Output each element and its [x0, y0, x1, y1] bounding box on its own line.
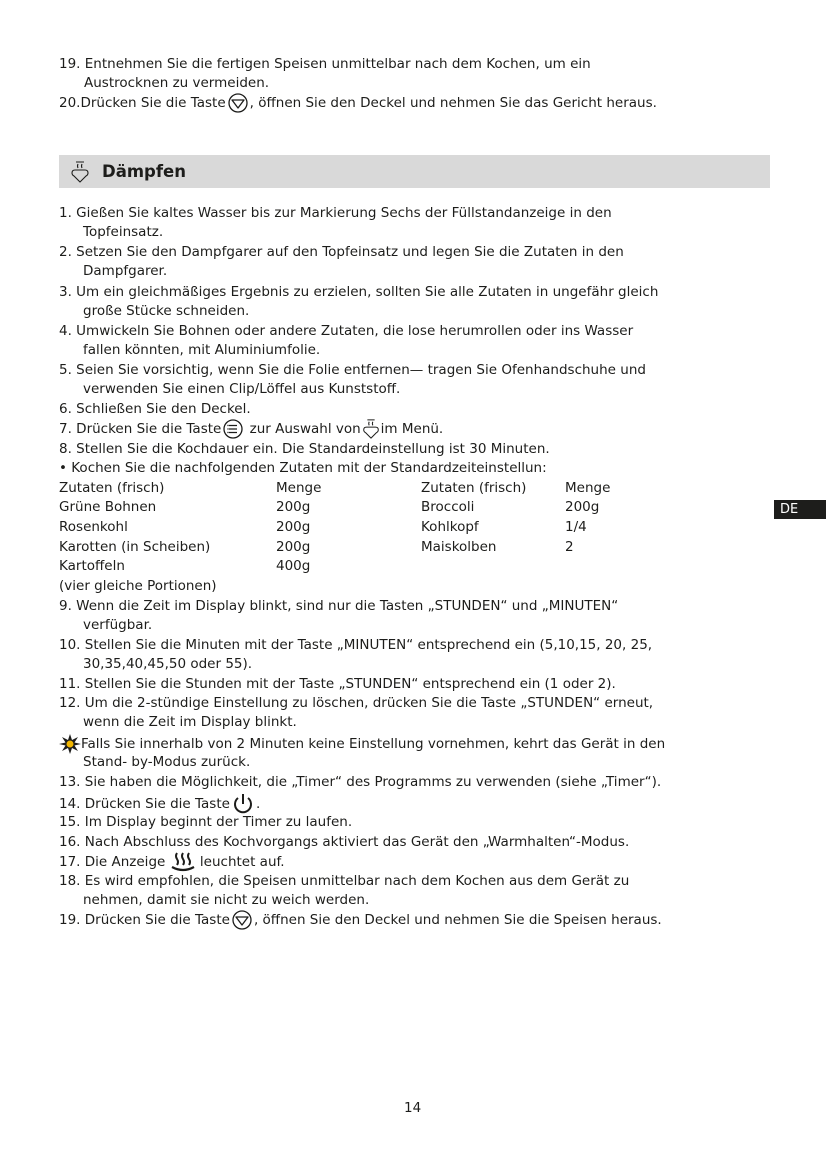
bullet-cooking: • Kochen Sie die nachfolgenden Zutaten mit der Standardzeiteinstellun:: [59, 460, 547, 476]
step-7: [59, 419, 443, 439]
step-4-cont: fallen könnten, mit Aluminiumfolie.: [83, 342, 321, 358]
step-17-b: leuchtet auf.: [199, 854, 285, 870]
step-2-cont: Dampfgarer.: [83, 263, 168, 279]
step-9: 9. Wenn die Zeit im Display blinkt, sind nur die Tasten „STUNDEN“ und „MINUTEN“: [59, 598, 619, 614]
table-cell: Rosenkohl: [59, 519, 128, 535]
step-6: 6. Schließen Sie den Deckel.: [59, 401, 251, 417]
step-18-cont: nehmen, damit sie nicht zu weich werden.: [83, 892, 370, 908]
step-7-c: im Menü.: [380, 421, 444, 437]
keep-warm-icon: [170, 852, 196, 872]
step-3: 3. Um ein gleichmäßiges Ergebnis zu erzielen, sollten Sie alle Zutaten in ungefähr gleich: [59, 284, 659, 300]
table-cell: 1/4: [565, 519, 587, 535]
tip-star-icon: [59, 734, 81, 754]
power-icon: [230, 793, 256, 815]
step-4: 4. Umwickeln Sie Bohnen oder andere Zutaten, die lose herumrollen oder ins Wasser: [59, 323, 634, 339]
table-cell: Karotten (in Scheiben): [59, 539, 211, 555]
step-7-b: zur Auswahl von: [249, 421, 361, 437]
steam-icon: [69, 161, 91, 183]
intro-line-20-a: 20.Drücken Sie die Taste: [59, 95, 226, 111]
step-5: 5. Seien Sie vorsichtig, wenn Sie die Folie entfernen— tragen Sie Ofenhandschuhe und: [59, 362, 646, 378]
section-header: [59, 155, 770, 188]
table-cell: 200g: [276, 499, 311, 515]
intro-line-19-cont: Austrocknen zu vermeiden.: [84, 75, 270, 91]
step-14: [59, 793, 260, 815]
step-1-cont: Topfeinsatz.: [83, 224, 164, 240]
tip-note-cont: Stand- by-Modus zurück.: [83, 754, 251, 770]
menu-icon: [221, 419, 245, 439]
intro-line-19: 19. Entnehmen Sie die fertigen Speisen unmittelbar nach dem Kochen, um ein: [59, 56, 591, 72]
step-19: [59, 910, 662, 930]
section-title: Dämpfen: [102, 162, 186, 181]
step-14-a: 14. Drücken Sie die Taste: [59, 796, 230, 812]
page-number: 14: [404, 1100, 422, 1116]
step-19-a: 19. Drücken Sie die Taste: [59, 912, 230, 928]
step-17-a: 17. Die Anzeige: [59, 854, 166, 870]
table-cell: 400g: [276, 558, 311, 574]
open-lid-icon: [226, 93, 250, 113]
step-3-cont: große Stücke schneiden.: [83, 303, 250, 319]
table-cell: 200g: [276, 519, 311, 535]
table-header-ingredient-2: Zutaten (frisch): [421, 480, 527, 496]
step-5-cont: verwenden Sie einen Clip/Löffel aus Kunststoff.: [83, 381, 401, 397]
intro-line-20-b: , öffnen Sie den Deckel und nehmen Sie das Gericht heraus.: [249, 95, 657, 111]
table-cell: Grüne Bohnen: [59, 499, 157, 515]
table-cell: Maiskolben: [421, 539, 497, 555]
tip-note: [59, 734, 665, 754]
step-8: 8. Stellen Sie die Kochdauer ein. Die Standardeinstellung ist 30 Minuten.: [59, 441, 550, 457]
step-18: 18. Es wird empfohlen, die Speisen unmittelbar nach dem Kochen aus dem Gerät zu: [59, 873, 630, 889]
open-lid-icon: [230, 910, 254, 930]
table-cell: Kartoffeln: [59, 558, 125, 574]
intro-line-20: [59, 93, 657, 113]
step-17: [59, 852, 285, 872]
step-10-cont: 30,35,40,45,50 oder 55).: [83, 656, 253, 672]
table-header-ingredient: Zutaten (frisch): [59, 480, 165, 496]
step-12: 12. Um die 2-stündige Einstellung zu löschen, drücken Sie die Taste „STUNDEN“ erneut,: [59, 695, 654, 711]
step-15: 15. Im Display beginnt der Timer zu laufen.: [59, 814, 353, 830]
step-16: 16. Nach Abschluss des Kochvorgangs aktiviert das Gerät den „Warmhalten“-Modus.: [59, 834, 630, 850]
step-9-cont: verfügbar.: [83, 617, 153, 633]
step-2: 2. Setzen Sie den Dampfgarer auf den Topfeinsatz und legen Sie die Zutaten in den: [59, 244, 624, 260]
table-cell: 200g: [565, 499, 600, 515]
table-cell: Broccoli: [421, 499, 475, 515]
step-7-a: 7. Drücken Sie die Taste: [59, 421, 222, 437]
steam-icon: [361, 419, 381, 439]
step-11: 11. Stellen Sie die Stunden mit der Taste „STUNDEN“ entsprechend ein (1 oder 2).: [59, 676, 616, 692]
step-1: 1. Gießen Sie kaltes Wasser bis zur Markierung Sechs der Füllstandanzeige in den: [59, 205, 612, 221]
step-12-cont: wenn die Zeit im Display blinkt.: [83, 714, 297, 730]
table-cell: 200g: [276, 539, 311, 555]
step-13: 13. Sie haben die Möglichkeit, die „Timer“ des Programms zu verwenden (siehe „Timer“).: [59, 774, 662, 790]
step-10: 10. Stellen Sie die Minuten mit der Taste „MINUTEN“ entsprechend ein (5,10,15, 20, 25,: [59, 637, 653, 653]
table-cell: 2: [565, 539, 574, 555]
step-19-b: , öffnen Sie den Deckel und nehmen Sie die Speisen heraus.: [253, 912, 662, 928]
language-tab: DE: [774, 500, 826, 519]
table-header-amount-2: Menge: [565, 480, 611, 496]
table-note: (vier gleiche Portionen): [59, 578, 217, 594]
table-header-amount: Menge: [276, 480, 322, 496]
step-14-b: .: [255, 796, 261, 812]
table-cell: Kohlkopf: [421, 519, 479, 535]
tip-note-text: Falls Sie innerhalb von 2 Minuten keine Einstellung vornehmen, kehrt das Gerät in den: [81, 736, 666, 752]
